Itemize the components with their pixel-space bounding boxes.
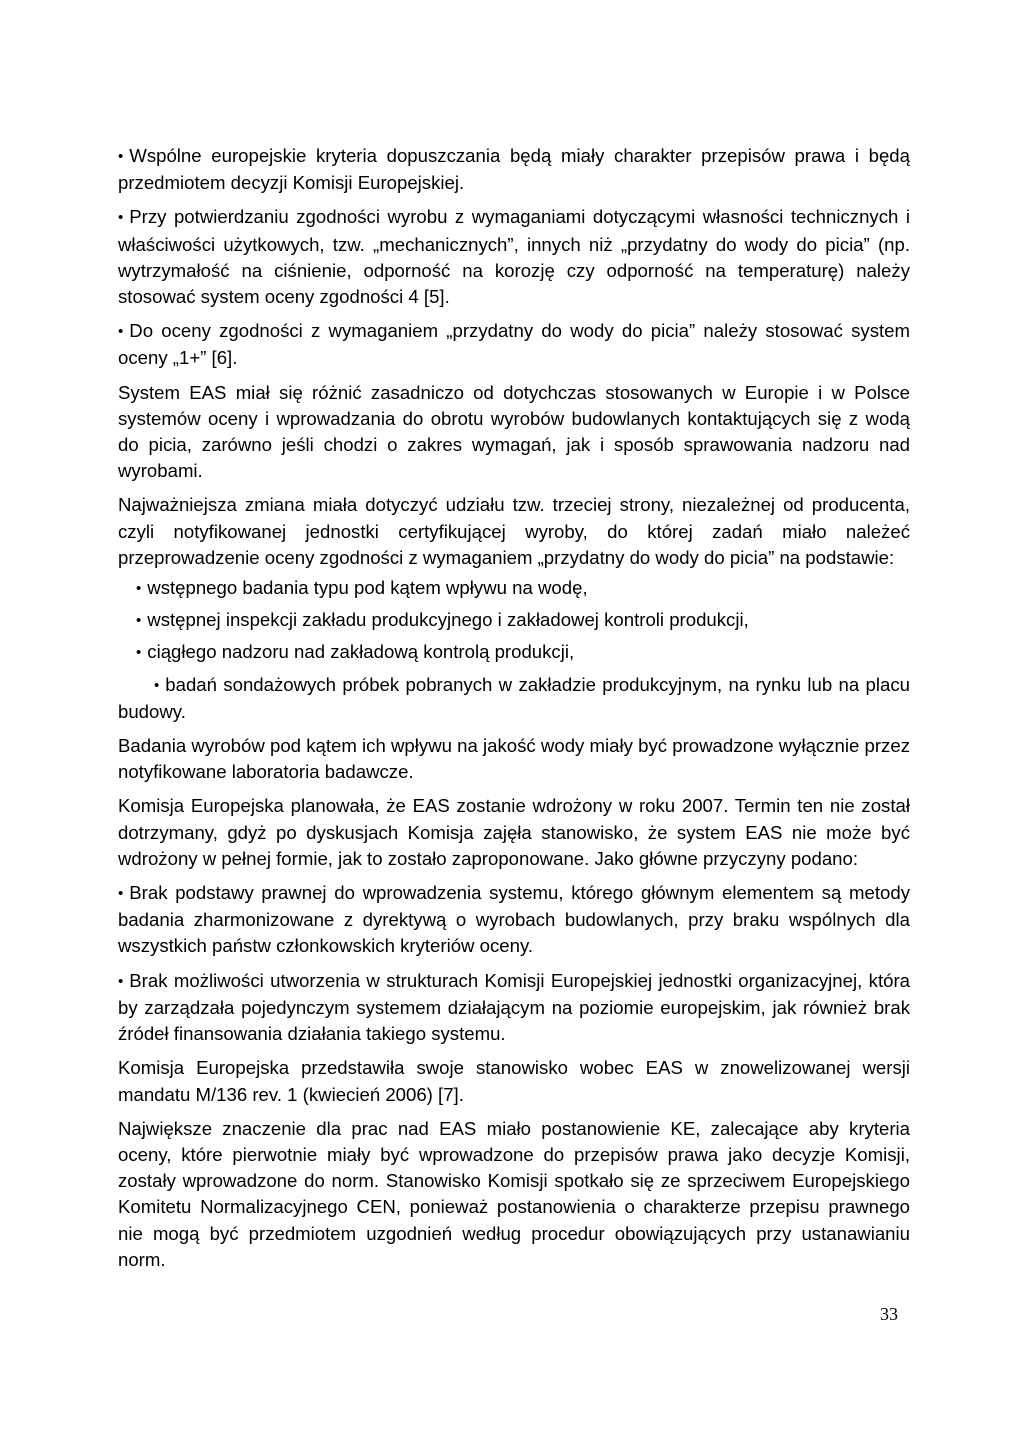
bullet-paragraph bbox=[118, 318, 910, 371]
bullet-text: Do oceny zgodności z wymaganiem „przydatny do wody do picia” należy stosować system oceny „1+” [6]. bbox=[118, 320, 910, 369]
list-item: • wstępnego badania typu pod kątem wpływu na wodę, bbox=[118, 575, 910, 602]
bullet-icon: • bbox=[136, 580, 142, 598]
paragraph-badania-wyrobow: Badania wyrobów pod kątem ich wpływu na jakość wody miały być prowadzone wyłącznie przez notyfikowane laboratoria badawcze. bbox=[118, 735, 910, 783]
paragraph-system-eas: System EAS miał się różnić zasadniczo od dotychczas stosowanych w Europie i w Polsce systemów oceny i wprowadzania do obrotu wyrobów budowlanych kontaktujących się z wodą do picia, zarówno jeśli chodzi o zakres wymagań, jak i sposób sprawowania nadzoru nad wyrobami. bbox=[118, 381, 910, 482]
bullet-text: Brak podstawy prawnej do wprowadzenia systemu, którego głównym elementem są metody badania zharmonizowane z dyrektywą o wyrobach budowlanych, przy braku wspólnych dla wszystkich państw członkowskich kryteriów oceny. bbox=[118, 882, 910, 957]
bullet-icon: • bbox=[118, 885, 124, 903]
bullet-paragraph bbox=[118, 143, 910, 196]
paragraph-najwieksze-znaczenie: Największe znaczenie dla prac nad EAS miało postanowienie KE, zalecające aby kryteria oceny, które pierwotnie miały być wprowadzone do przepisów prawa jako decyzje Komisji, zostały wprowadzone do norm. Stanowisko Komisji spotkało się ze sprzeciwem Europejskiego Komitetu Normalizacyjnego CEN, ponieważ postanowienia o charakterze przepisu prawnego nie mogą być przedmiotem uzgodnień według procedur obowiązujących przy ustanawianiu norm. bbox=[118, 1117, 910, 1270]
paragraph-komisja-planowala: Komisja Europejska planowała, że EAS zostanie wdrożony w roku 2007. Termin ten nie został dotrzymany, gdyż po dyskusjach Komisja zajęła stanowisko, że system EAS nie może być wdrożony w pełnej formie, jak to zostało zaproponowane. Jako główne przyczyny podano: bbox=[118, 795, 910, 869]
bullet-icon: • bbox=[118, 323, 124, 341]
list-item: • ciągłego nadzoru nad zakładową kontrolą produkcji, bbox=[118, 639, 910, 666]
bullet-icon: • bbox=[118, 972, 124, 990]
bullet-icon: • bbox=[118, 209, 124, 227]
bullet-icon: • bbox=[136, 644, 142, 662]
bullet-paragraph bbox=[118, 204, 910, 310]
bullet-text: Przy potwierdzaniu zgodności wyrobu z wymaganiami dotyczącymi własności technicznych i właściwości użytkowych, tzw. „mechanicznych”, innych niż „przydatny do wody do picia” (np. wytrzymałość na ciśnienie, odporność na korozję czy odporność na temperaturę) należy stosować system oceny zgodności 4 [5]. bbox=[118, 206, 910, 308]
list-item: • badań sondażowych próbek pobranych w zakładzie produkcyjnym, na rynku lub na placu budowy. bbox=[118, 673, 910, 722]
bullet-text: Wspólne europejskie kryteria dopuszczania będą miały charakter przepisów prawa i będą przedmiotem decyzji Komisji Europejskiej. bbox=[118, 145, 910, 194]
bullet-icon: • bbox=[154, 676, 160, 694]
bullet-icon: • bbox=[118, 148, 124, 165]
document-body bbox=[118, 143, 910, 1281]
bullet-icon: • bbox=[136, 612, 142, 630]
bullet-paragraph bbox=[118, 968, 910, 1048]
assessment-list bbox=[118, 575, 910, 725]
bullet-paragraph bbox=[118, 880, 910, 960]
bullet-text: Brak możliwości utworzenia w strukturach Komisji Europejskiej jednostki organizacyjnej, która by zarządzała pojedynczym systemem działającym na poziomie europejskim, jak również brak źródeł finansowania działania takiego systemu. bbox=[118, 969, 910, 1045]
page-number: 33 bbox=[880, 1304, 898, 1324]
paragraph-najwazniejsza-zmiana: Najważniejsza zmiana miała dotyczyć udziału tzw. trzeciej strony, niezależnej od producenta, czyli notyfikowanej jednostki certyfikującej wyroby, do której zadań miało należeć przeprowadzenie oceny zgodności z wymaganiem „przydatny do wody do picia” na podstawie: bbox=[118, 494, 910, 568]
list-item: • wstępnej inspekcji zakładu produkcyjnego i zakładowej kontroli produkcji, bbox=[118, 607, 910, 634]
paragraph-stanowisko-wobec-eas: Komisja Europejska przedstawiła swoje stanowisko wobec EAS w znowelizowanej wersji mandatu M/136 rev. 1 (kwiecień 2006) [7]. bbox=[118, 1057, 910, 1105]
